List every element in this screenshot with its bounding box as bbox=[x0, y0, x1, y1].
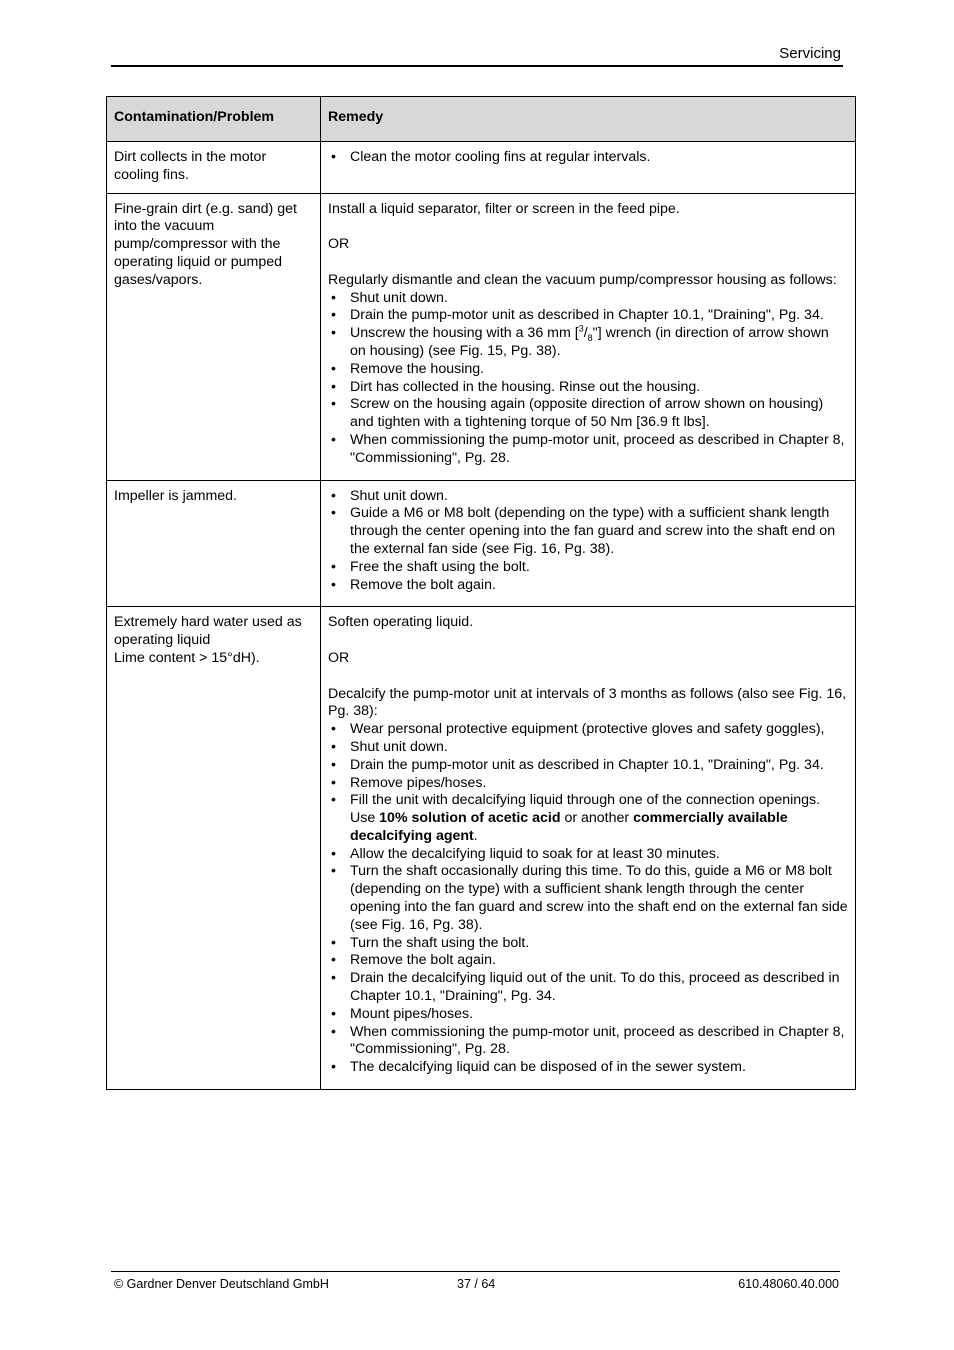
footer-copyright: © Gardner Denver Deutschland GmbH bbox=[114, 1277, 329, 1291]
list-item: • Mount pipes/hoses. bbox=[328, 1006, 848, 1024]
emphasis-text: 10% solution of acetic acid bbox=[379, 810, 561, 827]
or-separator: OR bbox=[328, 236, 350, 253]
list-item: • Free the shaft using the bolt. bbox=[328, 559, 848, 577]
emphasis-text: commercially available decalcifying agent bbox=[350, 810, 788, 844]
footer-divider bbox=[111, 1271, 840, 1272]
header-section-title: Servicing bbox=[779, 45, 841, 62]
table-row bbox=[107, 480, 856, 607]
table-header-row bbox=[107, 97, 856, 142]
list-item: • Unscrew the housing with a 36 mm $[^3/_8"]$ wrench (in direction of arrow shown on housing) (see Fig. 15, Pg. 38). bbox=[328, 325, 848, 361]
remedy-table bbox=[106, 96, 856, 1090]
problem-cell: Dirt collects in the motor cooling fins. bbox=[107, 142, 321, 194]
or-separator: OR bbox=[328, 649, 350, 666]
list-item: • Drain the pump-motor unit as described in Chapter 10.1, "Draining", Pg. 34. bbox=[328, 757, 848, 775]
remedy-list bbox=[328, 488, 848, 595]
list-item: • Dirt has collected in the housing. Rinse out the housing. bbox=[328, 379, 848, 397]
list-item: • Remove the bolt again. bbox=[328, 577, 848, 595]
column-header-problem: Contamination/Problem bbox=[107, 97, 321, 142]
list-item: • When commissioning the pump-motor unit, proceed as described in Chapter 8, "Commissioning", Pg. 28. bbox=[328, 1024, 848, 1060]
list-item: • Remove pipes/hoses. bbox=[328, 775, 848, 793]
list-item: • Clean the motor cooling fins at regular intervals. bbox=[328, 149, 848, 167]
remedy-cell bbox=[321, 480, 856, 607]
remedy-list bbox=[328, 149, 848, 167]
document-number: 610.48060.40.000 bbox=[738, 1277, 839, 1291]
table-row bbox=[107, 607, 856, 1090]
list-item: • Turn the shaft occasionally during this time. To do this, guide a M6 or M8 bolt (depending on the type) with a sufficient shank length through the center opening into the fan guard and screw into the shaft end on the external fan side (see Fig. 16, Pg. 38). bbox=[328, 863, 848, 934]
list-item: • Turn the shaft using the bolt. bbox=[328, 935, 848, 953]
table-row bbox=[107, 142, 856, 194]
problem-cell: Fine-grain dirt (e.g. sand) get into the vacuum pump/compressor with the operating liquid or pumped gases/vapors. bbox=[107, 193, 321, 480]
remedy-cell bbox=[321, 607, 856, 1090]
remedy-cell bbox=[321, 193, 856, 480]
list-item: • Remove the bolt again. bbox=[328, 952, 848, 970]
list-item: • Allow the decalcifying liquid to soak for at least 30 minutes. bbox=[328, 846, 848, 864]
list-item: • Shut unit down. bbox=[328, 290, 848, 308]
list-item: • Wear personal protective equipment (protective gloves and safety goggles), bbox=[328, 721, 848, 739]
remedy-paragraph: Regularly dismantle and clean the vacuum pump/compressor housing as follows: bbox=[328, 271, 837, 288]
remedy-cell bbox=[321, 142, 856, 194]
page-number: 37 / 64 bbox=[457, 1277, 496, 1291]
problem-cell bbox=[107, 607, 321, 1090]
list-item: • When commissioning the pump-motor unit, proceed as described in Chapter 8, "Commissioning", Pg. 28. bbox=[328, 432, 848, 468]
problem-cell: Impeller is jammed. bbox=[107, 480, 321, 607]
remedy-list bbox=[328, 721, 848, 1077]
remedy-paragraph: Decalcify the pump-motor unit at intervals of 3 months as follows (also see Fig. 16, Pg. 38): bbox=[328, 685, 847, 720]
remedy-paragraph: Install a liquid separator, filter or screen in the feed pipe. bbox=[328, 200, 680, 217]
list-item: • Drain the decalcifying liquid out of the unit. To do this, proceed as described in Chapter 10.1, "Draining", Pg. 34. bbox=[328, 970, 848, 1006]
problem-line: Lime content > 15°dH). bbox=[114, 649, 260, 666]
list-item: • Shut unit down. bbox=[328, 488, 848, 506]
column-header-remedy: Remedy bbox=[321, 97, 856, 142]
list-item: • Remove the housing. bbox=[328, 361, 848, 379]
remedy-paragraph: Soften operating liquid. bbox=[328, 614, 474, 631]
problem-line: Extremely hard water used as operating liquid bbox=[114, 614, 302, 649]
list-item: • Guide a M6 or M8 bolt (depending on the type) with a sufficient shank length through the center opening into the fan guard and screw into the shaft end on the external fan side (see Fig. 16, Pg. 38). bbox=[328, 505, 848, 558]
remedy-list bbox=[328, 290, 848, 468]
table-row bbox=[107, 193, 856, 480]
list-item: • Screw on the housing again (opposite direction of arrow shown on housing) and tighten with a tightening torque of 50 Nm [36.9 ft lbs]. bbox=[328, 396, 848, 432]
list-item: • The decalcifying liquid can be disposed of in the sewer system. bbox=[328, 1059, 848, 1077]
header-divider bbox=[111, 65, 843, 67]
list-item: • Drain the pump-motor unit as described in Chapter 10.1, "Draining", Pg. 34. bbox=[328, 307, 848, 325]
list-item: • Shut unit down. bbox=[328, 739, 848, 757]
list-item: • Fill the unit with decalcifying liquid through one of the connection openings. Use 10% solution of acetic acid or another commercially available decalcifying agent. bbox=[328, 792, 848, 845]
